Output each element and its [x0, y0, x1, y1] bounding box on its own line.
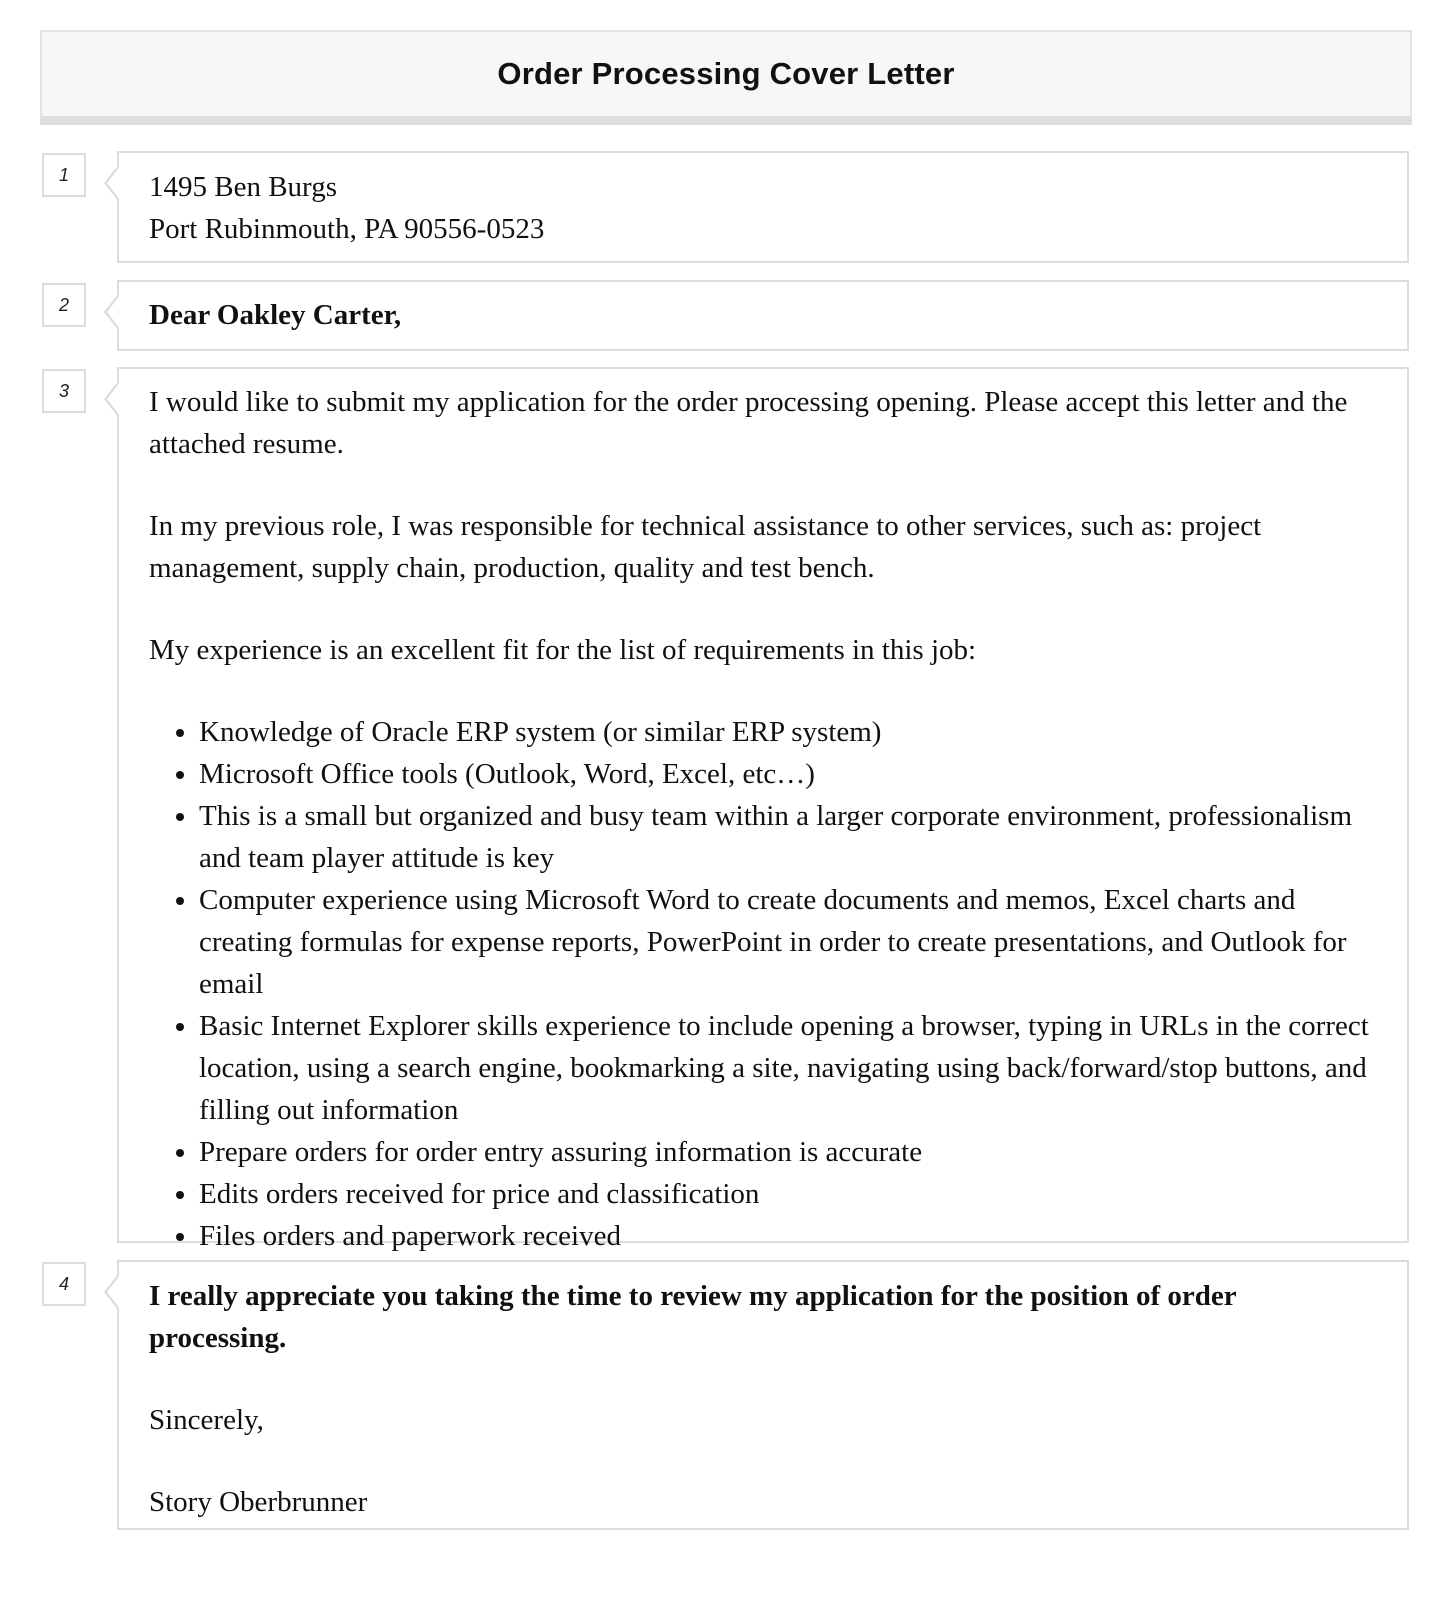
list-item: • Edits orders received for price and classification — [199, 1173, 1377, 1215]
section-number: 3 — [42, 369, 86, 413]
list-item: • Prepare orders for order entry assuring information is accurate — [199, 1131, 1377, 1173]
section-number: 2 — [42, 283, 86, 327]
page-title: Order Processing Cover Letter — [497, 56, 955, 91]
address-line-1: 1495 Ben Burgs — [149, 171, 337, 203]
body-paragraph-2: In my previous role, I was responsible for technical assistance to other services, such as: project management, supply chain, production, quality and test bench. — [149, 510, 1262, 584]
closing-card — [117, 1260, 1409, 1530]
list-item: • Microsoft Office tools (Outlook, Word, Excel, etc…) — [199, 753, 1377, 795]
page-header — [40, 30, 1412, 125]
list-item: • Knowledge of Oracle ERP system (or similar ERP system) — [199, 711, 1377, 753]
signature-text: Story Oberbrunner — [149, 1486, 368, 1518]
body-paragraph-1: I would like to submit my application for the order processing opening. Please accept this letter and the attached resume. — [149, 386, 1348, 460]
address-card — [117, 151, 1409, 263]
greeting-card — [117, 280, 1409, 351]
body-paragraph-3: My experience is an excellent fit for the list of requirements in this job: — [149, 634, 977, 666]
list-item: • Files orders and paperwork received — [199, 1215, 1377, 1257]
requirements-list — [149, 711, 1377, 1257]
list-item: • Computer experience using Microsoft Word to create documents and memos, Excel charts and creating formulas for expense reports, PowerPoint in order to create presentations, and Outlook for email — [199, 879, 1377, 1005]
section-number: 4 — [42, 1262, 86, 1306]
closing-text: I really appreciate you taking the time to review my application for the position of order processing. — [149, 1280, 1237, 1354]
signoff-text: Sincerely, — [149, 1404, 264, 1436]
list-item: • Basic Internet Explorer skills experience to include opening a browser, typing in URLs in the correct location, using a search engine, bookmarking a site, navigating using back/forward/stop buttons, and filling out information — [199, 1005, 1377, 1131]
list-item: • This is a small but organized and busy team within a larger corporate environment, professionalism and team player attitude is key — [199, 795, 1377, 879]
greeting-text: Dear Oakley Carter, — [149, 299, 402, 331]
section-number: 1 — [42, 153, 86, 197]
body-card — [117, 367, 1409, 1252]
address-line-2: Port Rubinmouth, PA 90556-0523 — [149, 213, 545, 245]
